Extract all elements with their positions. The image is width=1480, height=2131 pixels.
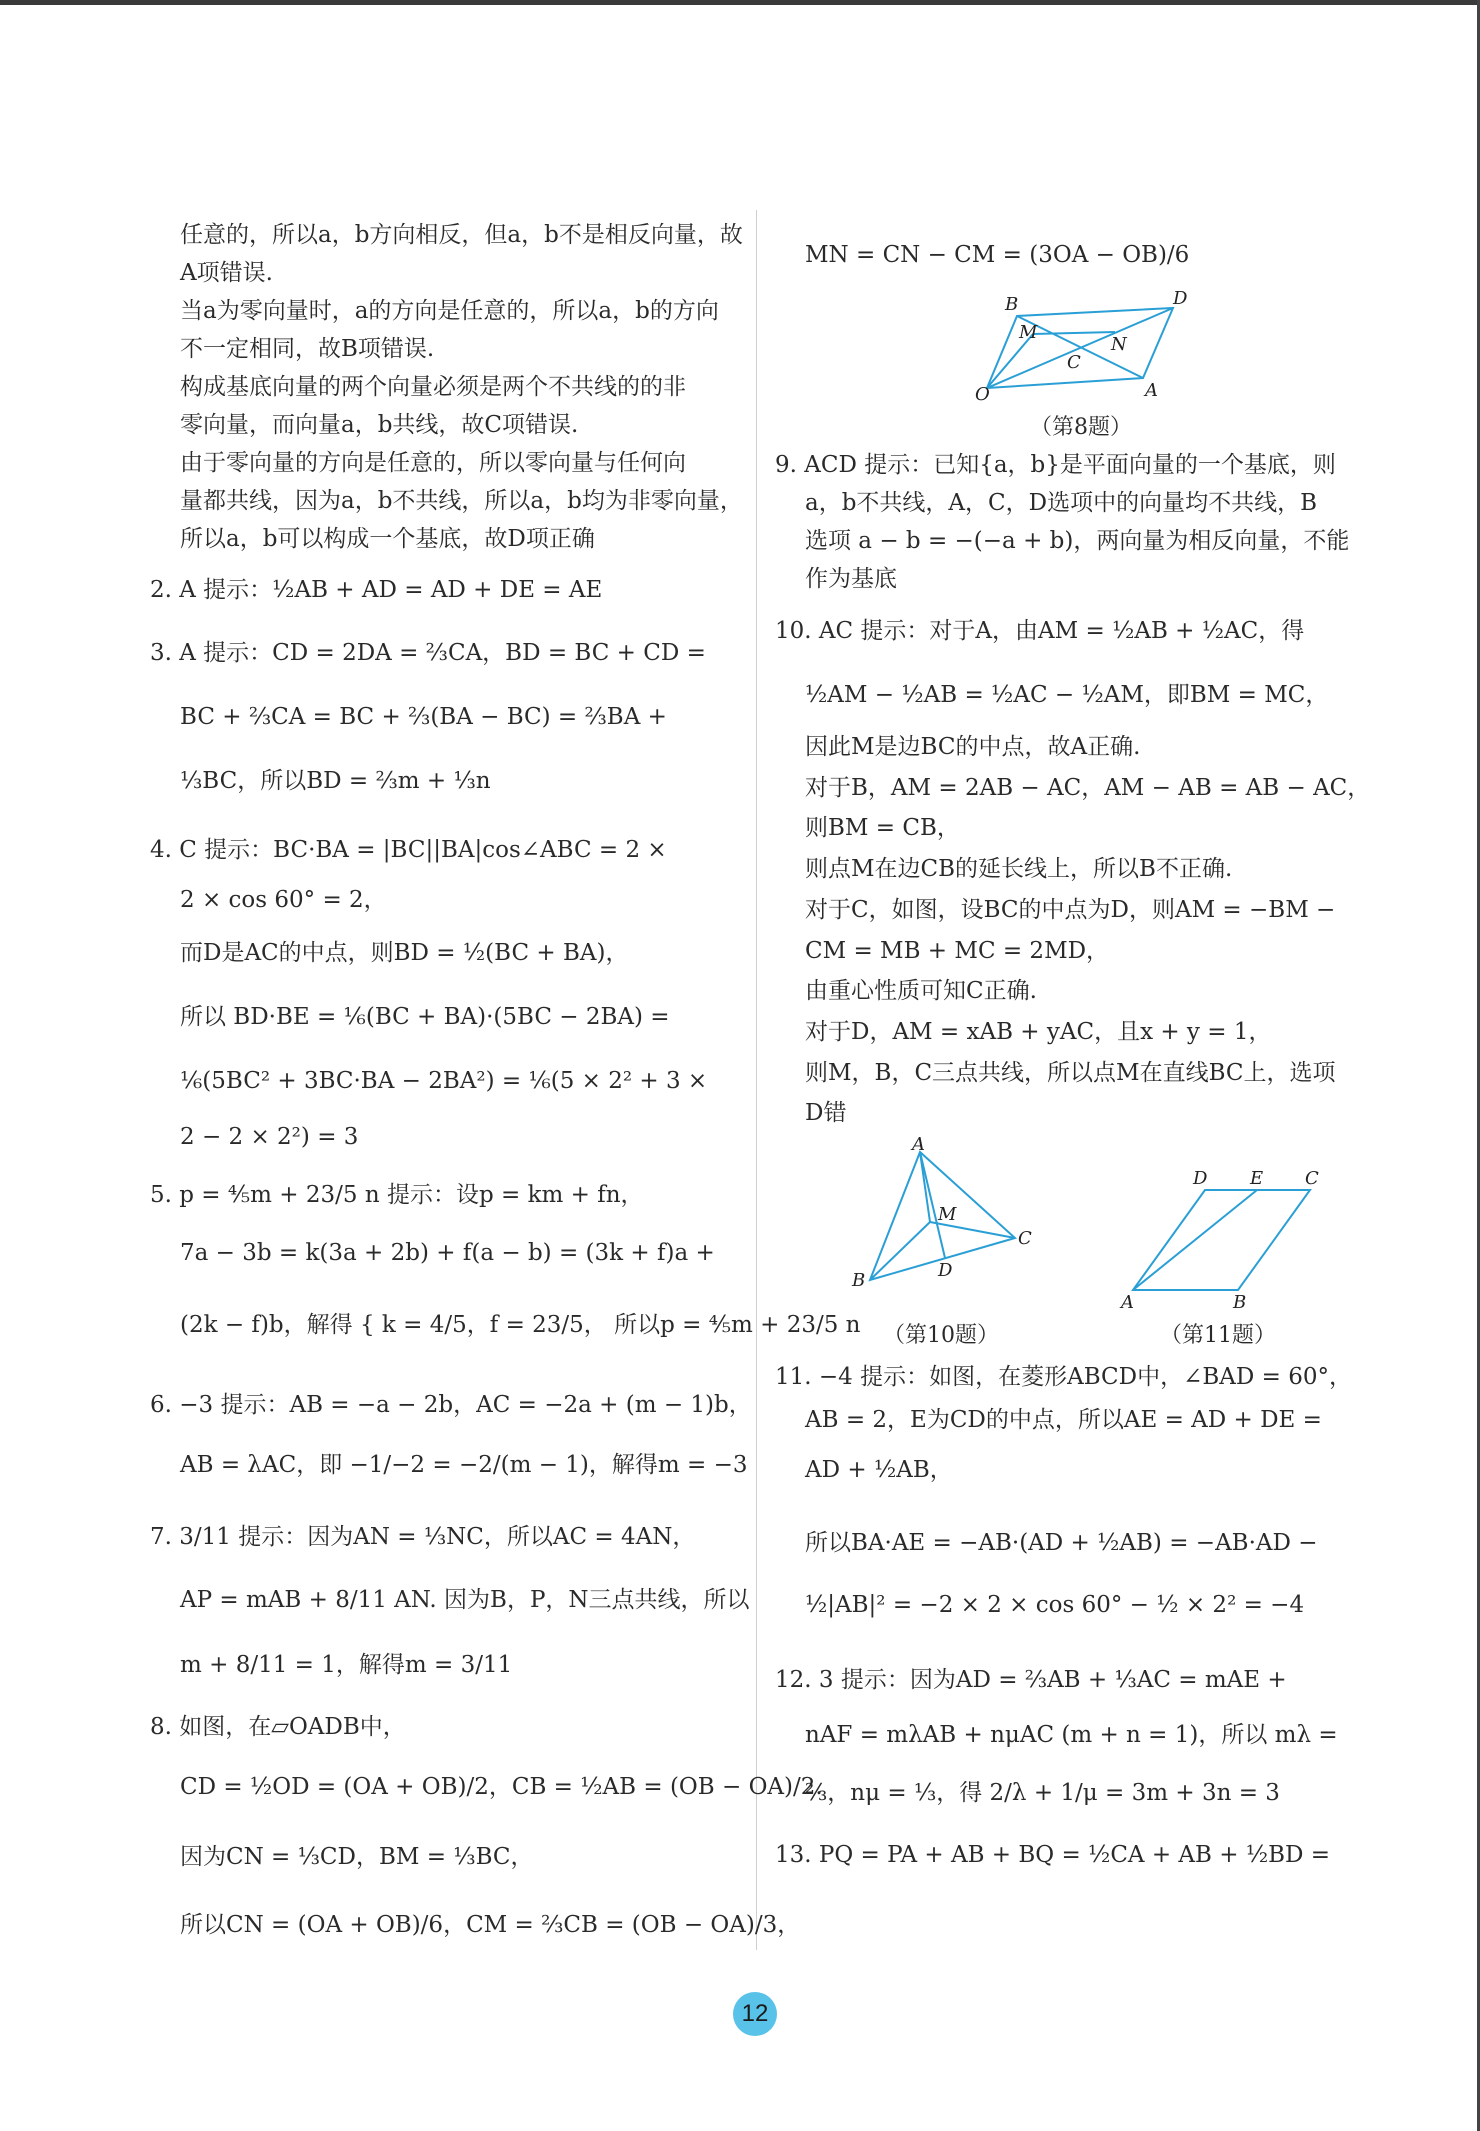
- fig8-label-c: C: [1067, 352, 1081, 373]
- fig8-label-b: B: [1005, 294, 1019, 315]
- text-line: 所以CN = (OA + OB)/6，CM = ⅔CB = (OB − OA)/3，: [180, 1912, 801, 1938]
- text-line: ½|AB|² = −2 × 2 × cos 60° − ½ × 2² = −4: [805, 1592, 1305, 1618]
- text-line: AB = 2，E为CD的中点，所以AE = AD + DE =: [805, 1407, 1322, 1433]
- text-line: 所以a，b可以构成一个基底，故D项正确: [180, 526, 595, 552]
- fig8-label-d: D: [1173, 288, 1188, 309]
- text-line: 2 × cos 60° = 2，: [180, 887, 387, 913]
- text-line: 因为CN = ⅓CD，BM = ⅓BC，: [180, 1844, 534, 1870]
- fig11-label-d: D: [1193, 1168, 1208, 1189]
- text-line: ½AM − ½AB = ½AC − ½AM，即BM = MC，: [805, 682, 1329, 708]
- text-line: 而D是AC的中点，则BD = ½(BC + BA)，: [180, 940, 629, 966]
- fig10-label-d: D: [938, 1260, 953, 1281]
- answer-8: 8. 如图，在▱OADB中，: [150, 1714, 406, 1740]
- answer-13: 13. PQ = PA + AB + BQ = ½CA + AB + ½BD =: [775, 1842, 1331, 1868]
- fig11-label-a: A: [1121, 1292, 1134, 1313]
- text-line: 由重心性质可知C正确.: [805, 978, 1037, 1004]
- text-line: 对于B，AM = 2AB − AC，AM − AB = AB − AC，: [805, 775, 1371, 801]
- figure-8-caption: （第8题）: [1030, 415, 1132, 440]
- text-line: 因此M是边BC的中点，故A正确.: [805, 734, 1141, 760]
- text-line: 构成基底向量的两个向量必须是两个不共线的的非: [180, 374, 686, 400]
- figure-8-parallelogram: [975, 288, 1188, 405]
- figure-11-rhombus: [1115, 1168, 1325, 1313]
- text-line: 不一定相同，故B项错误.: [180, 336, 435, 362]
- text-line: CD = ½OD = (OA + OB)/2，CB = ½AB = (OB − OA)/2.: [180, 1774, 823, 1800]
- text-line: 2 − 2 × 2²) = 3: [180, 1124, 359, 1150]
- text-line: BC + ⅔CA = BC + ⅔(BA − BC) = ⅔BA +: [180, 704, 667, 730]
- text-line: A项错误.: [180, 260, 273, 286]
- text-line: AP = mAB + 8/11 AN. 因为B，P，N三点共线，所以: [180, 1587, 750, 1613]
- fig11-label-c: C: [1305, 1168, 1319, 1189]
- text-line: 零向量，而向量a，b共线，故C项错误.: [180, 412, 579, 438]
- text-line: 当a为零向量时，a的方向是任意的，所以a，b的方向: [180, 298, 719, 324]
- text-line: 则M，B，C三点共线，所以点M在直线BC上，选项: [805, 1060, 1336, 1086]
- fig10-label-b: B: [852, 1270, 866, 1291]
- answer-9: 9. ACD 提示：已知{a，b}是平面向量的一个基底，则: [775, 452, 1336, 478]
- fig8-label-a: A: [1145, 380, 1158, 401]
- text-line: 由于零向量的方向是任意的，所以零向量与任何向: [180, 450, 686, 476]
- answer-10: 10. AC 提示：对于A，由AM = ½AB + ½AC，得: [775, 618, 1305, 644]
- text-line: ⅙(5BC² + 3BC·BA − 2BA²) = ⅙(5 × 2² + 3 ×: [180, 1068, 708, 1094]
- fig10-label-c: C: [1018, 1228, 1032, 1249]
- text-line: D错: [805, 1100, 847, 1126]
- column-divider: [756, 210, 757, 1950]
- text-line: 所以BA·AE = −AB·(AD + ½AB) = −AB·AD −: [805, 1530, 1318, 1556]
- fig10-label-m: M: [938, 1204, 957, 1225]
- text-line: 则点M在边CB的延长线上，所以B不正确.: [805, 856, 1233, 882]
- text-line: ⅓BC，所以BD = ⅔m + ⅓n: [180, 768, 491, 794]
- text-line: AB = λAC，即 −1/−2 = −2/(m − 1)，解得m = −3: [180, 1452, 748, 1478]
- text-line: nAF = mλAB + nμAC (m + n = 1)，所以 mλ =: [805, 1722, 1338, 1748]
- answer-11: 11. −4 提示：如图，在菱形ABCD中，∠BAD = 60°，: [775, 1364, 1352, 1390]
- fig8-label-o: O: [975, 384, 990, 405]
- text-line: 对于C，如图，设BC的中点为D，则AM = −BM −: [805, 897, 1336, 923]
- text-line: 则BM = CB，: [805, 815, 960, 841]
- fig10-label-a: A: [912, 1134, 925, 1155]
- text-line: ⅔，nμ = ⅓，得 2/λ + 1/μ = 3m + 3n = 3: [805, 1780, 1280, 1806]
- fig8-label-m: M: [1019, 322, 1038, 343]
- text-line: 作为基底: [805, 566, 897, 592]
- answer-5: 5. p = ⅘m + 23/5 n 提示：设p = km + fn，: [150, 1182, 644, 1208]
- figure-11-caption: （第11题）: [1160, 1323, 1276, 1348]
- answer-4: 4. C 提示：BC·BA = |BC||BA|cos∠ABC = 2 ×: [150, 837, 667, 863]
- text-line: 量都共线，因为a，b不共线，所以a，b均为非零向量，: [180, 488, 743, 514]
- text-line: 对于D，AM = xAB + yAC，且x + y = 1，: [805, 1019, 1272, 1045]
- text-line: CM = MB + MC = 2MD，: [805, 938, 1110, 964]
- text-line: m + 8/11 = 1，解得m = 3/11: [180, 1652, 513, 1678]
- answer-7: 7. 3/11 提示：因为AN = ⅓NC，所以AC = 4AN，: [150, 1524, 696, 1550]
- answer-6: 6. −3 提示：AB = −a − 2b，AC = −2a + (m − 1)b，: [150, 1392, 752, 1418]
- fig8-label-n: N: [1111, 334, 1127, 355]
- top-edge: [0, 0, 1480, 5]
- fig11-label-b: B: [1233, 1292, 1247, 1313]
- text-line: 选项 a − b = −(−a + b)，两向量为相反向量，不能: [805, 528, 1350, 554]
- text-line: 7a − 3b = k(3a + 2b) + f(a − b) = (3k + f)a +: [180, 1240, 715, 1266]
- fig11-label-e: E: [1250, 1168, 1264, 1189]
- text-line: AD + ½AB，: [805, 1457, 953, 1483]
- text-line: 任意的，所以a，b方向相反，但a，b不是相反向量，故: [180, 222, 743, 248]
- answer-12: 12. 3 提示：因为AD = ⅔AB + ⅓AC = mAE +: [775, 1667, 1287, 1693]
- text-line: a，b不共线，A，C，D选项中的向量均不共线，B: [805, 490, 1317, 516]
- figure-10-caption: （第10题）: [883, 1323, 999, 1348]
- figure-10-triangle: [850, 1134, 1032, 1291]
- answer-3: 3. A 提示：CD = 2DA = ⅔CA，BD = BC + CD =: [150, 640, 706, 666]
- text-line: (2k − f)b，解得 { k = 4/5，f = 23/5， 所以p = ⅘m + 23/5 n: [180, 1312, 861, 1338]
- text-line: MN = CN − CM = (3OA − OB)/6: [805, 242, 1190, 268]
- answer-2: 2. A 提示：½AB + AD = AD + DE = AE: [150, 577, 603, 603]
- text-line: 所以 BD·BE = ⅙(BC + BA)·(5BC − 2BA) =: [180, 1004, 670, 1030]
- page-number-badge: 12: [733, 1992, 777, 2036]
